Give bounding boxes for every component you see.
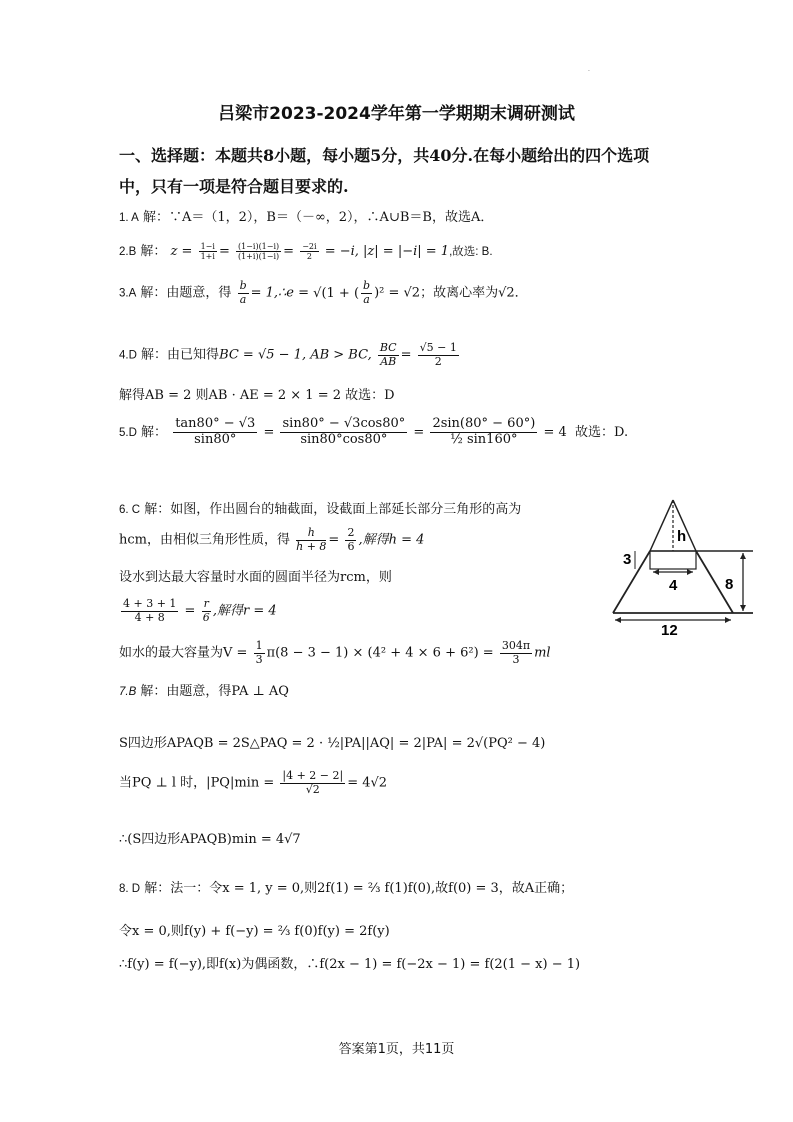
answer-2-fraction-1: $\frac{1-i}{1+i}$ [200,241,215,261]
answer-3-text1: 解：由题意，得 [140,285,232,301]
answer-7-text3b: = 4√2 [347,775,388,791]
answer-8-label: 8. D [119,883,141,895]
figure-label-3: 3 [623,551,632,568]
answer-6-text5b: π(8 − 3 − 1) × (4² + 4 × 6 + 6²) = [266,645,494,661]
answer-1-text: 解：∵A＝（1，2），B＝（－∞，2），∴A∪B＝B，故选A． [142,210,494,225]
answer-2-fraction-2: $\frac{(1-i)(1-i)}{(1+i)(1-i)}$ [237,241,280,261]
answer-5-label: 5.D [119,426,137,439]
answer-7-text1: 解：由题意，得PA ⊥ AQ [140,684,289,699]
answer-2-z: z = [170,244,193,259]
answer-6-fraction-2: $\frac{2}{6}$ [347,526,355,553]
figure-label-8: 8 [725,576,734,593]
section-heading-line2: 中，只有一项是符合题目要求的. [119,177,349,196]
answer-6-line1 [119,498,521,517]
answer-5-tail: 故选：D. [575,424,629,440]
answer-5-eq: = 4 [543,424,567,440]
left-slant [613,551,650,613]
answer-4-text1: 解：由已知得 [141,347,220,363]
answer-6-fraction-6: $\frac{304\pi}{3}$ [501,639,531,666]
answer-7-fraction: $\frac{|4 + 2 - 2|}{√2}$ [282,769,344,796]
answer-6-label: 6. C [119,504,141,516]
answer-5-solve: 解： [141,424,168,440]
answer-6-fraction-3: $\frac{4 + 3 + 1}{4 + 8}$ [123,597,177,624]
answer-4-eq: = [400,347,412,363]
answer-7-line4: ∴(S四边形APAQB)min = 4√7 [119,832,301,847]
answer-4 [119,342,461,368]
section-heading-line1: 一、选择题：本题共8小题，每小题5分，共40分.在每小题给出的四个选项 [119,146,650,165]
scan-speck: . [588,66,590,73]
right-arrow-top [740,553,746,559]
right-arrow-bottom [740,605,746,611]
answer-5-fraction-2: $\frac{\sin 80^\circ - √3\cos 80^\circ}{\sin 80^\circ\cos 80^\circ}$ [282,416,406,447]
frustum-figure [605,496,755,638]
answer-6-text1: 解：如图，作出圆台的轴截面，设截面上部延长部分三角形的高为 [144,502,522,517]
water-layer [650,551,696,569]
answer-5-fraction-3: $\frac{2\sin(80^\circ - 60^\circ)}{\text{½ sin160°}}$ [432,416,536,447]
page-title: 吕梁市2023-2024学年第一学期期末调研测试 [218,104,575,124]
answer-1 [119,206,493,225]
answer-6-fraction-5: $\frac{1}{3}$ [255,639,263,666]
figure-label-4: 4 [669,577,678,594]
answer-3-radical: √(1 + ( $\frac{b}{a}$ [313,279,371,306]
apex-left-edge [650,500,673,551]
inner-arrow-left [653,569,659,575]
answer-7-line2: S四边形APAQB = 2S△PAQ = 2 · ½|PA||AQ| = 2|PA| = 2√(PQ² − 4) [119,736,546,751]
answer-8-line2: 令x = 0,则f(y) + f(−y) = ⅔ f(0)f(y) = 2f(y) [119,924,390,939]
answer-8-line3: ∴f(y) = f(−y),即f(x)为偶函数，∴f(2x − 1) = f(−2x − 1) = f(2(1 − x) − 1) [119,957,581,972]
answer-6-text2a: hcm，由相似三角形性质，得 [119,532,290,548]
answer-2-solve: 解： [140,244,167,259]
answer-6-text2b: ,解得h = 4 [358,532,425,548]
answer-6-line3: 设水到达最大容量时水面的圆面半径为rcm，则 [119,570,392,585]
page-footer: 答案第1页，共11页 [338,1042,455,1057]
answer-6-text5a: 如水的最大容量为V = [119,645,248,661]
answer-4-fraction-1: $\frac{BC}{AB}$ [379,341,397,368]
answer-2: 2.B 解： z = $\frac{1-i}{1+i}$ = $\frac{(1-i)(1-i)}{(1+i)(1-i)}$ = $\frac{-2i}{2}$ = −i, |z| = |−i| = 1,故选: B. [119,241,493,261]
answer-6-fraction-1: $\frac{h}{h + 8}$ [296,526,327,553]
answer-8-line1 [119,877,573,896]
answer-4-label: 4.D [119,349,137,362]
answer-5-fraction-1: $\frac{\tan 80^\circ - √3}{\sin 80^\circ}$ [175,416,256,447]
answer-3 [119,280,528,306]
answer-2-result: = −i, [324,244,359,259]
answer-7-text3a: 当PQ ⊥ l 时，|PQ|min = [119,775,275,791]
answer-1-label: 1. A [119,212,139,224]
answer-2-label: 2.B [119,246,137,258]
bottom-arrow-right [725,617,731,623]
answer-2-fraction-3: $\frac{-2i}{2}$ [302,241,317,261]
figure-label-h: h [677,528,687,545]
answer-7-line1 [119,680,289,699]
figure-label-12: 12 [661,622,678,638]
answer-6-eq1: = [328,532,340,548]
answer-4-fraction-2: $\frac{√5 - 1}{2}$ [419,341,457,368]
bottom-arrow-left [615,617,621,623]
answer-6-text4b: ,解得r = 4 [212,603,277,619]
answer-3-text2: = 1,∴e = [250,285,310,301]
answer-6-line4: $\frac{4 + 3 + 1}{4 + 8}$ = $\frac{r}{6}$ ,解得r = 4 [123,597,277,624]
inner-arrow-right [687,569,693,575]
answer-6-line2 [119,527,424,553]
answer-6-text5c: ml [534,645,551,661]
answer-2-tail: ,故选: B. [449,246,493,258]
answer-4-expr: BC = √5 − 1, AB > BC, [219,347,372,363]
answer-5: 5.D 解： $\frac{\tan 80^\circ - √3}{\sin 80^\circ}$ = $\frac{\sin 80^\circ - √3\cos 80^\circ}{\sin 80^\circ\cos 80^\circ}$ = $\frac{2\sin(80^\circ - 60^\circ)}{\text{½ sin160°}}$ = 4 故选：D. [119,416,629,447]
answer-2-modulus: |z| = |−i| = 1 [363,244,450,259]
answer-3-fraction: $\frac{b}{a}$ [239,279,247,306]
answer-4-conclusion: 解得AB = 2 则AB · AE = 2 × 1 = 2 故选：D [119,388,395,403]
answer-8-text1: 解：法一：令x = 1, y = 0,则2f(1) = ⅔ f(1)f(0),故f(0) = 3，故A正确； [144,881,574,896]
answer-7-label: 7.B [119,686,137,698]
answer-3-text3: )² = √2；故离心率为√2． [374,285,528,301]
answer-3-label: 3.A [119,287,137,300]
answer-6-fraction-4: $\frac{r}{6}$ [202,597,210,624]
answer-6-line5 [119,640,551,666]
answer-7-line3 [119,770,387,796]
